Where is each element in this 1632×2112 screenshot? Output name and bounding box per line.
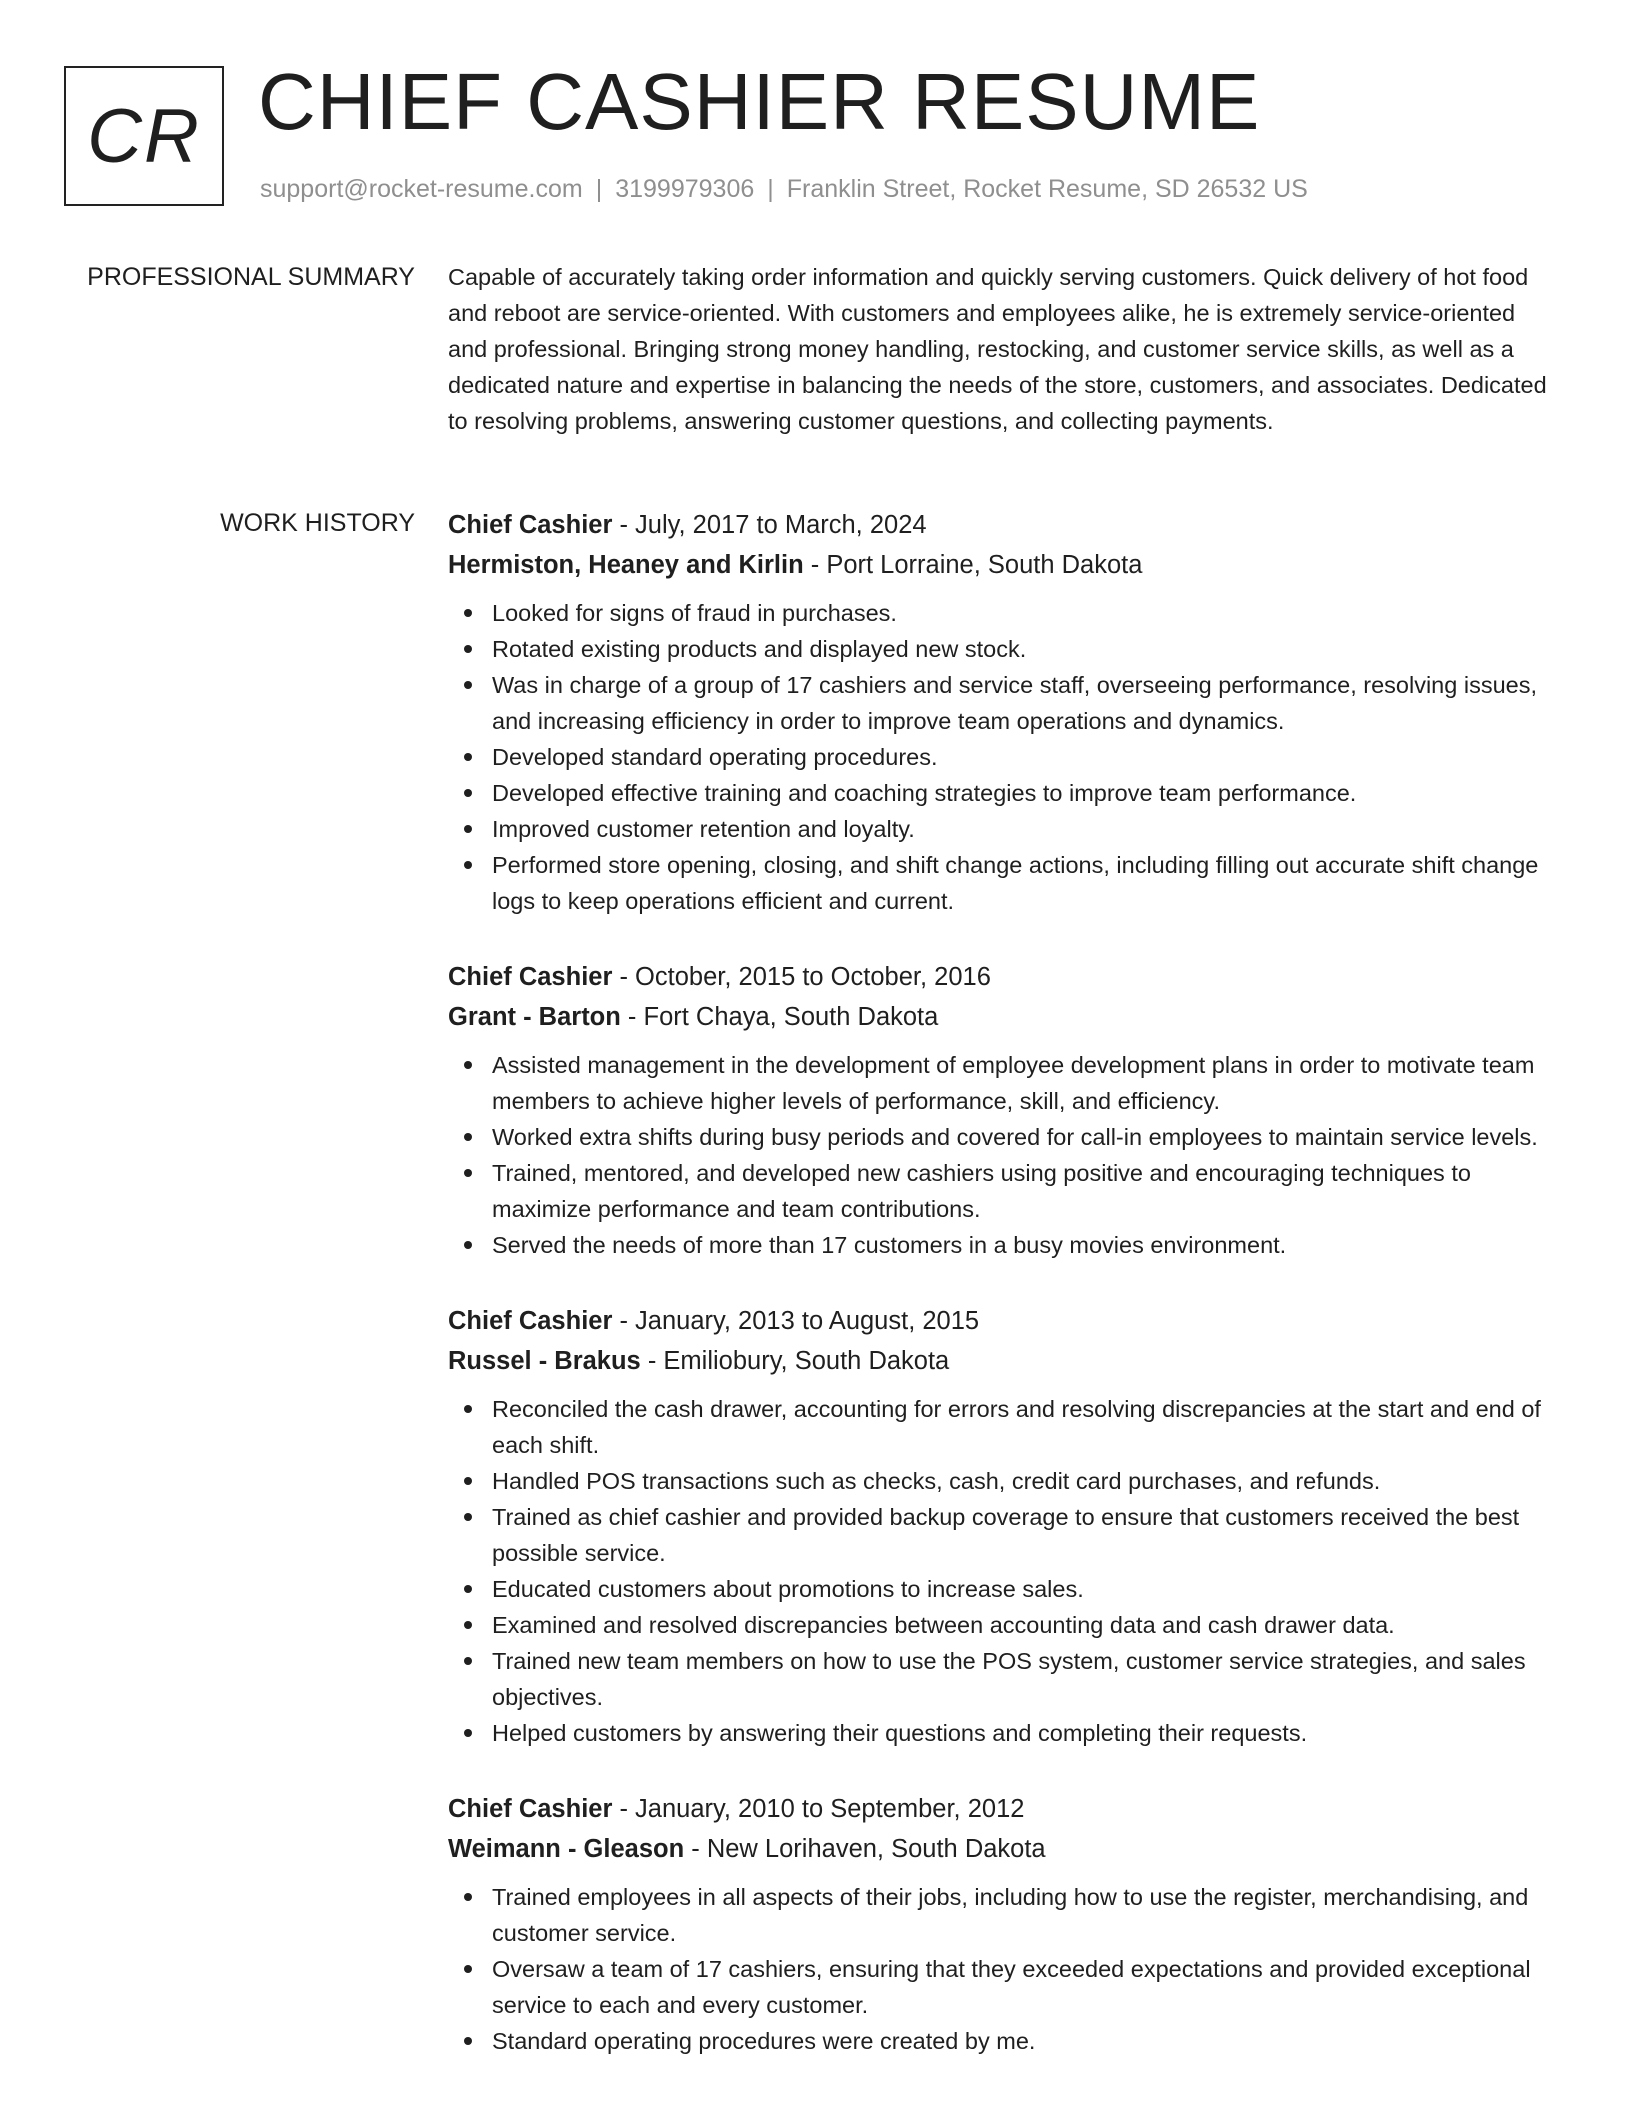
job-bullets — [448, 1391, 1548, 1751]
job-bullets — [448, 595, 1548, 919]
job-bullet-item: Examined and resolved discrepancies between accounting data and cash drawer data. — [448, 1607, 1548, 1643]
job-bullet-item: Developed standard operating procedures. — [448, 739, 1548, 775]
job-title: Chief Cashier — [448, 1307, 613, 1335]
summary-heading: PROFESSIONAL SUMMARY — [87, 263, 415, 291]
job-bullet-item: Trained employees in all aspects of their jobs, including how to use the register, merchandising, and customer service. — [448, 1879, 1548, 1951]
job-location: - Emiliobury, South Dakota — [640, 1347, 950, 1375]
job-bullet-item: Improved customer retention and loyalty. — [448, 811, 1548, 847]
work-history-body — [448, 505, 1548, 2097]
job-bullets — [448, 1047, 1548, 1263]
job-title: Chief Cashier — [448, 1795, 613, 1823]
resume-title: CHIEF CASHIER RESUME — [258, 57, 1261, 146]
job-bullet-item: Handled POS transactions such as checks, cash, credit card purchases, and refunds. — [448, 1463, 1548, 1499]
job-bullet-item: Oversaw a team of 17 cashiers, ensuring that they exceeded expectations and provided exceptional service to each and every customer. — [448, 1951, 1548, 2023]
monogram-initials: CR — [87, 93, 201, 179]
job-location: - New Lorihaven, South Dakota — [684, 1835, 1046, 1863]
job-bullet-item: Trained as chief cashier and provided backup coverage to ensure that customers received the best possible service. — [448, 1499, 1548, 1571]
summary-text: Capable of accurately taking order information and quickly serving customers. Quick delivery of hot food and reboot are service-oriented. With customers and employees alike, he is extremely service-oriented and professional. Bringing strong money handling, restocking, and customer service skills, as well as a dedicated nature and expertise in balancing the needs of the store, customers, and associates. Dedicated to resolving problems, answering customer questions, and collecting payments. — [448, 264, 1547, 434]
job-bullets — [448, 1879, 1548, 2059]
job-company: Grant - Barton — [448, 1003, 621, 1031]
job-dates: - October, 2015 to October, 2016 — [612, 963, 991, 991]
job-location: - Port Lorraine, South Dakota — [803, 551, 1143, 579]
job-title-line — [448, 957, 1548, 997]
job-company-line — [448, 1341, 1548, 1381]
job-title-line — [448, 1301, 1548, 1341]
job-bullet-item: Was in charge of a group of 17 cashiers and service staff, overseeing performance, resolving issues, and increasing efficiency in order to improve team operations and dynamics. — [448, 667, 1548, 739]
job-bullet-item: Helped customers by answering their questions and completing their requests. — [448, 1715, 1548, 1751]
job-bullet-item: Served the needs of more than 17 customers in a busy movies environment. — [448, 1227, 1548, 1263]
job-bullet-item: Standard operating procedures were created by me. — [448, 2023, 1548, 2059]
job-entry — [448, 1789, 1548, 2059]
contact-email[interactable]: support@rocket-resume.com — [260, 175, 583, 203]
job-bullet-item: Trained new team members on how to use the POS system, customer service strategies, and sales objectives. — [448, 1643, 1548, 1715]
job-entry — [448, 1301, 1548, 1751]
job-bullet-item: Trained, mentored, and developed new cashiers using positive and encouraging techniques to maximize performance and team contributions. — [448, 1155, 1548, 1227]
job-bullet-item: Looked for signs of fraud in purchases. — [448, 595, 1548, 631]
job-company: Hermiston, Heaney and Kirlin — [448, 551, 804, 579]
job-bullet-item: Rotated existing products and displayed new stock. — [448, 631, 1548, 667]
contact-phone[interactable]: 3199979306 — [615, 175, 755, 203]
job-bullet-item: Reconciled the cash drawer, accounting for errors and resolving discrepancies at the start and end of each shift. — [448, 1391, 1548, 1463]
summary-body — [448, 259, 1548, 439]
job-bullet-item: Assisted management in the development of employee development plans in order to motivate team members to achieve higher levels of performance, skill, and efficiency. — [448, 1047, 1548, 1119]
job-company-line — [448, 545, 1548, 585]
job-title: Chief Cashier — [448, 511, 613, 539]
job-location: - Fort Chaya, South Dakota — [620, 1003, 939, 1031]
job-title-line — [448, 1789, 1548, 1829]
contact-address: Franklin Street, Rocket Resume, SD 26532 US — [786, 175, 1308, 203]
job-company-line — [448, 1829, 1548, 1869]
contact-separator: | — [767, 175, 774, 203]
job-bullet-item: Worked extra shifts during busy periods and covered for call-in employees to maintain service levels. — [448, 1119, 1548, 1155]
job-title-line — [448, 505, 1548, 545]
contact-separator: | — [595, 175, 603, 203]
job-title: Chief Cashier — [448, 963, 613, 991]
job-bullet-item: Performed store opening, closing, and shift change actions, including filling out accurate shift change logs to keep operations efficient and current. — [448, 847, 1548, 919]
job-dates: - January, 2013 to August, 2015 — [612, 1307, 980, 1335]
work-history-heading: WORK HISTORY — [220, 509, 415, 537]
job-bullet-item: Developed effective training and coaching strategies to improve team performance. — [448, 775, 1548, 811]
job-entry — [448, 957, 1548, 1263]
job-dates: - January, 2010 to September, 2012 — [612, 1795, 1025, 1823]
job-entry — [448, 505, 1548, 919]
contact-line — [260, 175, 1308, 204]
job-company: Weimann - Gleason — [448, 1835, 685, 1863]
job-bullet-item: Educated customers about promotions to increase sales. — [448, 1571, 1548, 1607]
job-company-line — [448, 997, 1548, 1037]
monogram-box — [64, 66, 224, 206]
job-dates: - July, 2017 to March, 2024 — [612, 511, 927, 539]
job-company: Russel - Brakus — [448, 1347, 641, 1375]
